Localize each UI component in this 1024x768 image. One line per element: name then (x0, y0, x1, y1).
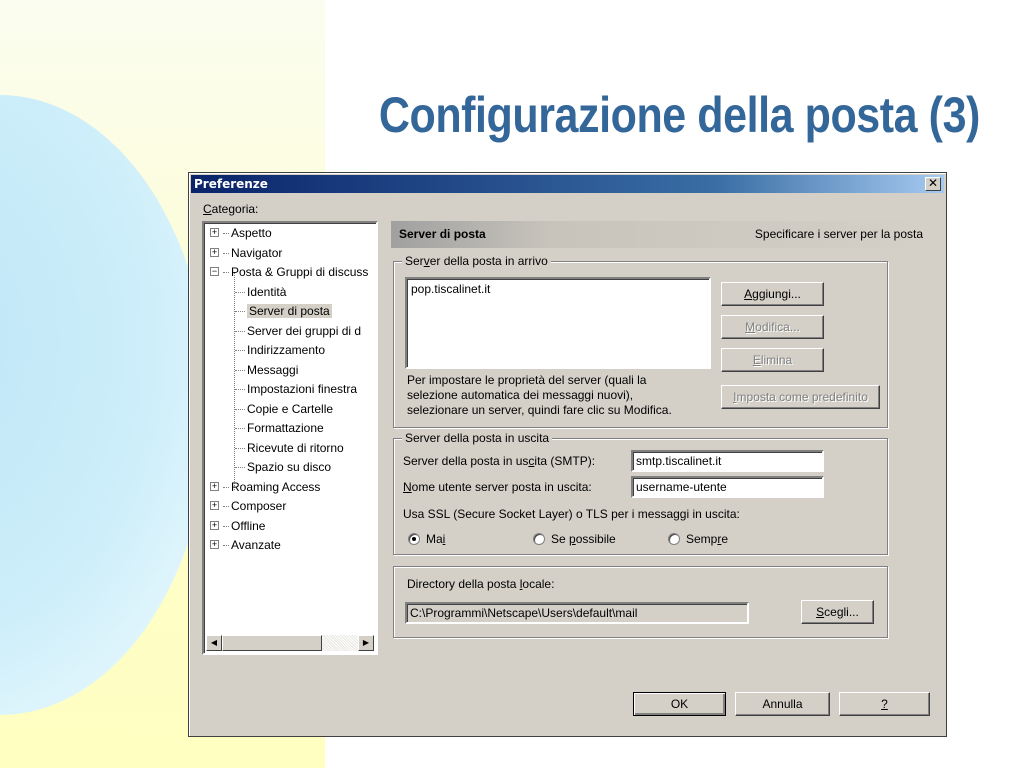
radio-icon[interactable] (533, 533, 545, 545)
tree-item[interactable] (210, 536, 281, 554)
tree-item-label: Identità (247, 284, 287, 299)
ssl-option-always[interactable]: Sempre (668, 532, 728, 546)
minus-box-icon[interactable]: − (211, 266, 218, 277)
choose-directory-button[interactable]: Scegli... (801, 600, 874, 624)
local-directory-label: Directory della posta locale: (407, 577, 555, 591)
tree-item[interactable] (210, 244, 282, 262)
scroll-left-icon[interactable]: ◀ (206, 635, 222, 651)
incoming-server-list[interactable] (405, 277, 711, 369)
tree-connector (235, 331, 245, 332)
tree-connector (223, 526, 229, 527)
category-tree[interactable] (202, 221, 378, 655)
tree-connector (235, 311, 245, 312)
tree-item-label: Offline (231, 518, 266, 533)
delete-server-button[interactable]: Elimina (721, 348, 824, 372)
tree-item-label: Avanzate (231, 538, 281, 552)
local-directory-path: C:\Programmi\Netscape\Users\default\mail (405, 602, 749, 624)
plus-box-icon[interactable]: + (211, 519, 218, 530)
tree-item-label: Posta & Gruppi di discuss (231, 265, 369, 279)
edit-server-button[interactable]: Modifica... (721, 315, 824, 339)
tree-connector (223, 487, 229, 488)
tree-item[interactable] (235, 439, 344, 457)
radio-selected-icon[interactable] (408, 533, 420, 545)
tree-item-label: Indirizzamento (247, 343, 326, 357)
tree-item-label: Composer (231, 499, 287, 513)
smtp-server-field[interactable]: smtp.tiscalinet.it (631, 450, 824, 472)
list-item[interactable]: pop.tiscalinet.it (411, 282, 491, 296)
help-button[interactable] (839, 692, 930, 716)
panel-title: Server di posta (399, 227, 486, 241)
smtp-label: Server della posta in uscita (SMTP): (403, 454, 596, 468)
tree-connector (235, 428, 245, 429)
plus-box-icon[interactable]: + (211, 539, 218, 550)
tree-connector (235, 370, 245, 371)
tree-item[interactable] (210, 263, 368, 281)
tree-item[interactable] (235, 283, 286, 301)
tree-item-label: Aspetto (231, 226, 272, 240)
incoming-group-label: Server della posta in arrivo (402, 254, 551, 268)
cancel-button[interactable]: Annulla (735, 692, 830, 716)
set-default-button[interactable]: Imposta come predefinito (721, 385, 880, 409)
tree-item[interactable] (235, 380, 357, 398)
ssl-option-never[interactable]: Mai (408, 532, 445, 546)
tree-item-label: Server dei gruppi di d (247, 323, 362, 338)
outgoing-group-label: Server della posta in uscita (402, 431, 552, 445)
tree-item[interactable] (235, 419, 324, 437)
ok-button[interactable]: OK (633, 692, 726, 716)
tree-item-label: Server di posta (249, 304, 330, 318)
add-server-button[interactable]: Aggiungi... (721, 282, 824, 306)
tree-connector (235, 448, 245, 449)
tree-item-label: Ricevute di ritorno (247, 440, 344, 455)
tree-item[interactable] (210, 517, 265, 535)
dialog-titlebar[interactable] (191, 175, 944, 193)
ssl-label: Usa SSL (Secure Socket Layer) o TLS per i messaggi in uscita: (403, 507, 740, 521)
tree-item[interactable] (210, 224, 272, 242)
tree-item[interactable] (235, 322, 361, 340)
tree-connector (223, 545, 229, 546)
dialog-title: Preferenze (194, 177, 268, 191)
tree-connector (235, 292, 245, 293)
tree-item-label: Spazio su disco (247, 460, 332, 474)
close-icon[interactable]: ✕ (925, 177, 941, 191)
category-label (203, 202, 258, 216)
incoming-help-text (407, 373, 672, 418)
tree-item[interactable] (235, 341, 325, 359)
panel-description: Specificare i server per la posta (754, 227, 923, 241)
ssl-option-if-possible[interactable]: Se possibile (533, 532, 616, 546)
plus-box-icon[interactable]: + (211, 480, 218, 491)
tree-item-label: Impostazioni finestra (247, 382, 358, 396)
radio-icon[interactable] (668, 533, 680, 545)
help-line-2: selezione automatica dei messaggi nuovi), (407, 388, 634, 402)
tree-item-label: Navigator (231, 245, 283, 260)
tree-connector (223, 233, 229, 234)
tree-connector (223, 253, 229, 254)
tree-connector (223, 272, 229, 273)
tree-connector (235, 389, 245, 390)
category-label-rest: ategoria: (211, 202, 259, 216)
tree-connector (235, 350, 245, 351)
tree-item-label: Copie e Cartelle (247, 401, 334, 416)
tree-item-label: Roaming Access (231, 479, 321, 494)
help-line-1: Per impostare le proprietà del server (quali la (407, 373, 647, 387)
tree-connector (235, 467, 245, 468)
scroll-thumb[interactable] (222, 635, 322, 651)
scroll-right-icon[interactable]: ▶ (358, 635, 374, 651)
slide-title: Configurazione della posta (3) (378, 87, 980, 143)
plus-box-icon[interactable]: + (211, 500, 218, 511)
tree-item-label: Formattazione (247, 421, 324, 435)
category-label-mnemonic: C (203, 202, 212, 216)
plus-box-icon[interactable]: + (211, 227, 218, 238)
help-line-3: selezionare un server, quindi fare clic su Modifica. (407, 403, 672, 417)
plus-box-icon[interactable]: + (211, 246, 218, 257)
tree-horizontal-scrollbar[interactable] (206, 635, 374, 651)
tree-connector (235, 409, 245, 410)
tree-item-label: Messaggi (247, 362, 299, 377)
tree-item[interactable] (235, 400, 333, 418)
username-field[interactable]: username-utente (631, 476, 824, 498)
tree-item[interactable] (210, 497, 286, 515)
panel-header (391, 221, 928, 248)
help-button-label: ? (881, 697, 888, 711)
tree-connector (223, 506, 229, 507)
tree-item[interactable] (235, 302, 332, 320)
tree-item[interactable] (235, 361, 298, 379)
username-label: Nome utente server posta in uscita: (403, 480, 592, 494)
tree-item[interactable] (210, 478, 320, 496)
tree-item[interactable] (235, 458, 331, 476)
